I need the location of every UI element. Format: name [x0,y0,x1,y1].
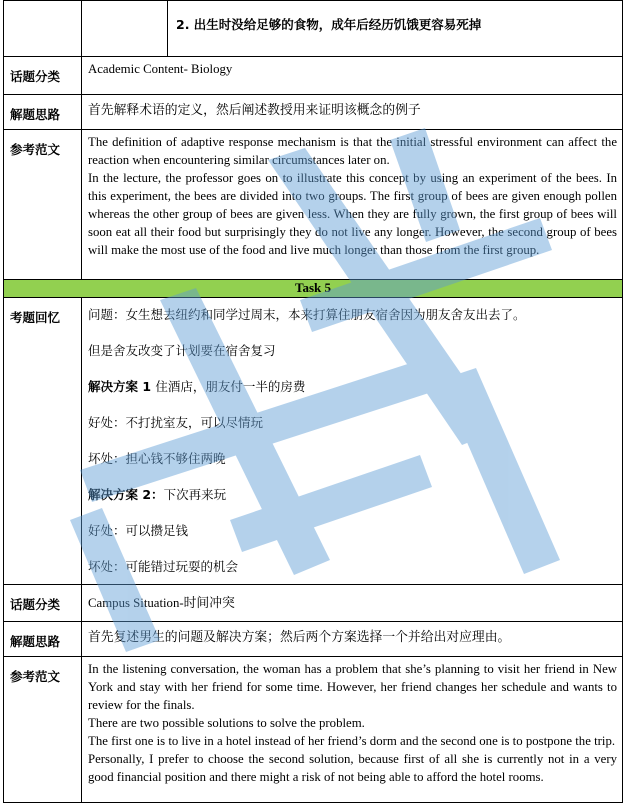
header-empty-cell-2 [82,1,168,57]
task-title: Task 5 [4,280,623,298]
sample-paragraph: In the lecture, the professor goes on to illustrate this concept by using an experiment of the bees. In this experiment, the bees are divided into two groups. The first group of bees are given enough pollen whereas the other group of bees are given less. When they are fully grown, the first group of bees will soon eat all their food but surprisingly they do not live any longer. However, the second group of bees will make the most use of the food and live much longer than those from the first group. [88,171,617,257]
solution-2-text: 下次再来玩 [163,487,227,502]
sample-paragraph: Personally, I prefer to choose the second solution, because first of all she is currently not in a very good financial position and there might a risk of not being able to afford the hotel rooms. [88,752,617,784]
approach-label: 解题思路 [4,95,82,130]
sample-paragraph: There are two possible solutions to solve the problem. [88,716,365,730]
approach-label: 解题思路 [4,622,82,657]
solution-1 [88,378,617,396]
recall-content [82,298,623,585]
category-value: Campus Situation-时间冲突 [82,585,623,622]
recall-row [4,298,623,585]
sample-row-2 [4,657,623,803]
category-value: Academic Content- Biology [82,57,623,95]
approach-row-2 [4,622,623,657]
category-row-2 [4,585,623,622]
approach-value: 首先解释术语的定义，然后阐述教授用来证明该概念的例子 [82,95,623,130]
document-table [3,0,623,803]
solution-2-con: 坏处：可能错过玩耍的机会 [88,559,239,574]
solution-1-text: 住酒店，朋友付一半的房费 [155,379,306,394]
category-label: 话题分类 [4,57,82,95]
sample-text [82,130,623,280]
approach-value: 首先复述男生的问题及解决方案；然后两个方案选择一个并给出对应理由。 [82,622,623,657]
header-title: 2. 出生时没给足够的食物，成年后经历饥饿更容易死掉 [168,1,623,57]
sample-label: 参考范文 [4,130,82,280]
category-label: 话题分类 [4,585,82,622]
sample-paragraph: The first one is to live in a hotel instead of her friend’s dorm and the second one is to postpone the trip. [88,734,616,748]
solution-1-pro: 好处：不打扰室友，可以尽情玩 [88,415,264,430]
recall-question: 问题：女生想去纽约和同学过周末，本来打算住朋友宿舍因为朋友舍友出去了。 [88,307,526,322]
approach-row-1 [4,95,623,130]
sample-row-1 [4,130,623,280]
sample-label: 参考范文 [4,657,82,803]
solution-2-prefix: 解决方案 2： [88,487,164,502]
solution-2 [88,486,617,504]
category-row-1 [4,57,623,95]
recall-label: 考题回忆 [4,298,82,585]
sample-text [82,657,623,803]
task-header-row [4,280,623,298]
sample-paragraph: In the listening conversation, the woman has a problem that she’s planning to visit her friend in New York and stay with her friend for some time. However, her friend changes her schedule and wants to review for the finals. [88,662,617,712]
sample-paragraph: The definition of adaptive response mechanism is that the initial stressful environment can affect the reaction when encountering similar circumstances later on. [88,135,617,167]
solution-2-pro: 好处：可以攒足钱 [88,523,189,538]
header-empty-cell [4,1,82,57]
recall-change: 但是舍友改变了计划要在宿舍复习 [88,343,276,358]
solution-1-prefix: 解决方案 1 [88,379,156,394]
solution-1-con: 坏处：担心钱不够住两晚 [88,451,226,466]
header-row [4,1,623,57]
